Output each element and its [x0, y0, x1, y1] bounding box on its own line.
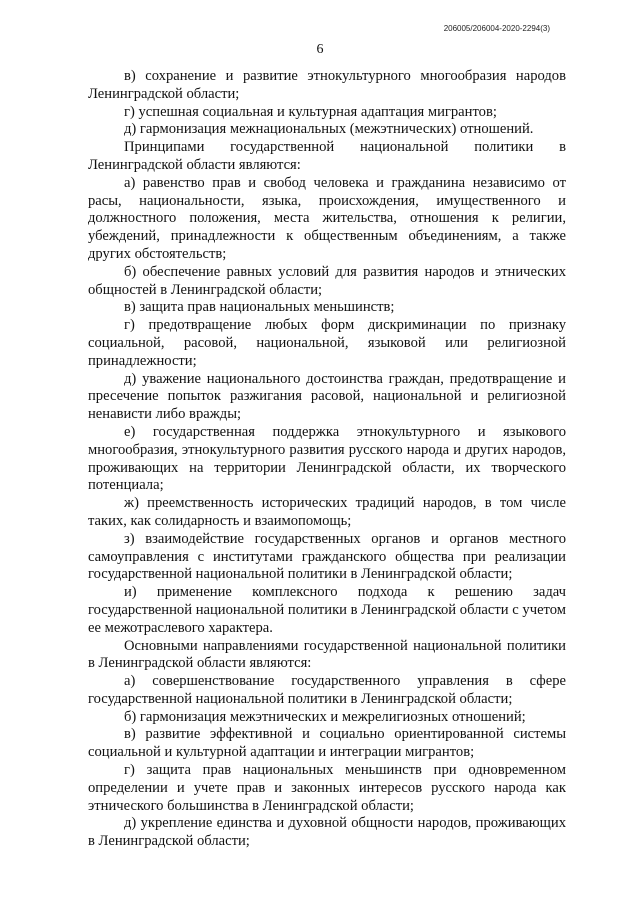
paragraph: и) применение комплексного подхода к решению задач государственной национальной политики в Ленинградской области с учетом ее межотраслевого характера. — [88, 584, 566, 636]
paragraph: б) гармонизация межэтнических и межрелигиозных отношений; — [124, 708, 526, 725]
paragraph: в) защита прав национальных меньшинств; — [124, 299, 395, 316]
paragraph: Принципами государственной национальной политики в Ленинградской области являются: — [88, 139, 566, 173]
paragraph: г) предотвращение любых форм дискриминации по признаку социальной, расовой, национальной, языковой или религиозной принадлежности; — [88, 317, 566, 369]
paragraph: е) государственная поддержка этнокультурного и языкового многообразия, этнокультурного развития русского народа и других народов, проживающих на территории Ленинградской области, их творческого потенциала; — [88, 423, 566, 494]
paragraph: з) взаимодействие государственных органов и органов местного самоуправления с институтами гражданского общества при реализации государственной национальной политики в Ленинградской области; — [88, 530, 566, 583]
paragraph: в) сохранение и развитие этнокультурного многообразия народов Ленинградской области; — [88, 68, 566, 102]
paragraph: в) развитие эффективной и социально ориентированной системы социальной и культурной адаптации и интеграции мигрантов; — [88, 726, 566, 761]
paragraph: г) успешная социальная и культурная адаптация мигрантов; — [124, 103, 497, 120]
paragraph: г) защита прав национальных меньшинств при одновременном определении и учете прав и законных интересов русского народа как этнического большинства в Ленинградской области; — [88, 762, 566, 814]
paragraph: д) укрепление единства и духовной общности народов, проживающих в Ленинградской области; — [88, 815, 566, 850]
paragraph: а) совершенствование государственного управления в сфере государственной национальной политики в Ленинградской области; — [88, 673, 566, 707]
paragraph: Основными направлениями государственной национальной политики в Ленинградской области являются: — [88, 637, 566, 672]
paragraph: а) равенство прав и свобод человека и гражданина независимо от расы, национальности, языка, происхождения, имущественного и должностного положения, места жительства, отношения к религии, убеждений, принадлежности к общественным объединениям, а также других обстоятельств; — [88, 174, 566, 262]
paragraph: д) гармонизация межнациональных (межэтнических) отношений. — [124, 121, 534, 138]
paragraph: ж) преемственность исторических традиций народов, в том числе таких, как солидарность и взаимопомощь; — [88, 495, 566, 529]
document-body — [88, 68, 566, 851]
paragraph: б) обеспечение равных условий для развития народов и этнических общностей в Ленинградской области; — [88, 263, 566, 298]
page-number: 6 — [316, 42, 324, 57]
document-number: 206005/206004-2020-2294(3) — [443, 24, 550, 33]
paragraph: д) уважение национального достоинства граждан, предотвращение и пресечение попыток разжигания расовой, национальной и религиозной ненависти либо вражды; — [88, 370, 566, 423]
